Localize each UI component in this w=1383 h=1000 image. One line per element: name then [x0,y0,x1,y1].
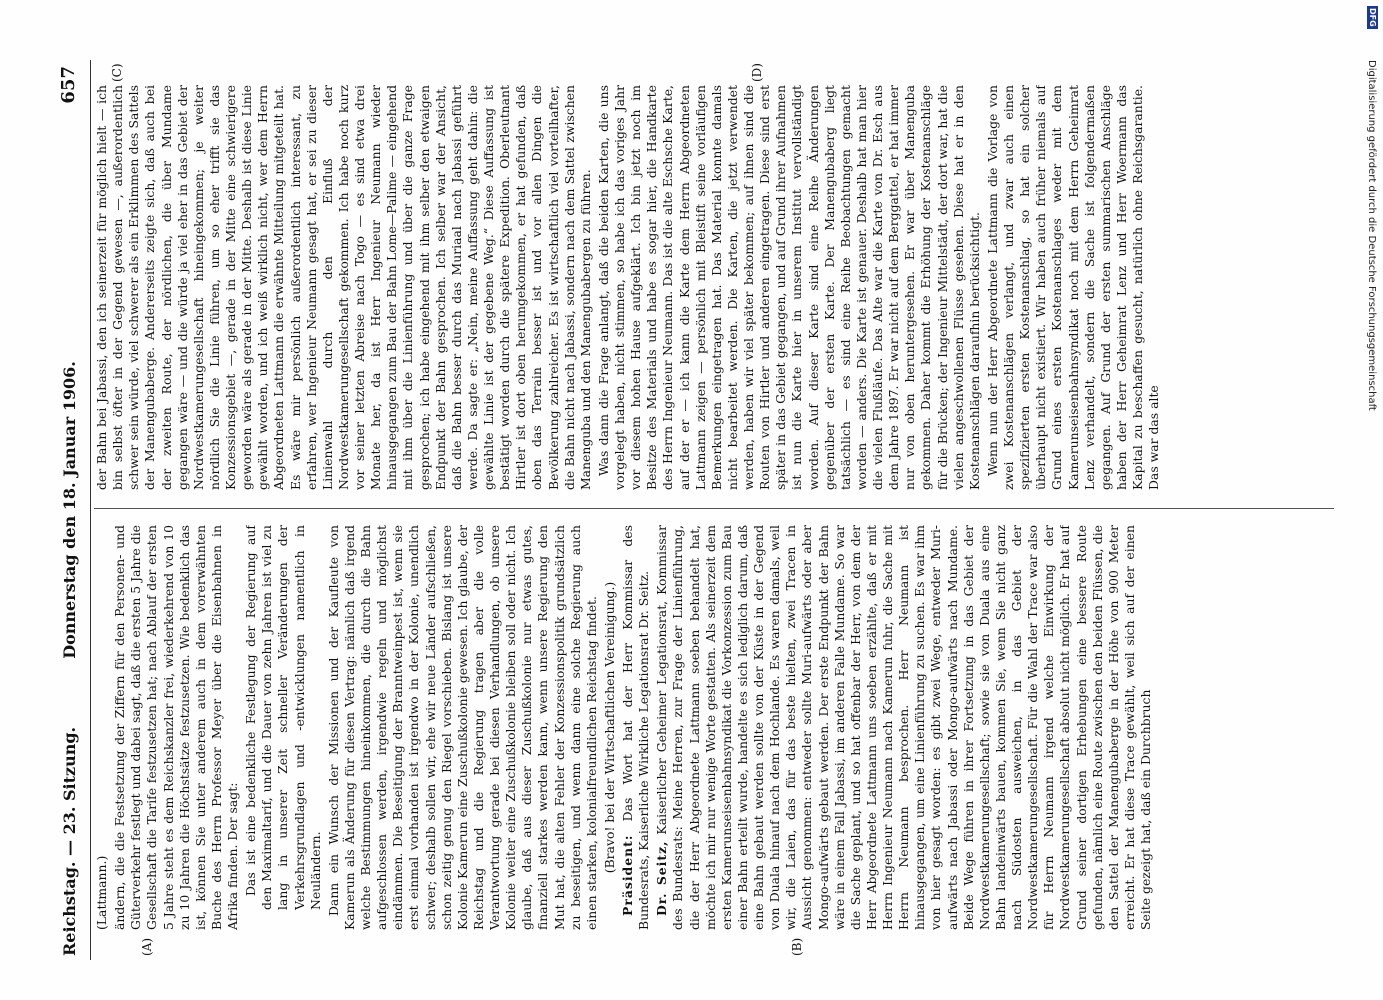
dfg-logo: DFG [1368,8,1377,27]
margin-marker-c: (C) [110,63,124,82]
page-header [50,60,91,960]
paragraph: der Bahn bei Jabassi, den ich seinerzeit für möglich hielt — ich bin selbst öfter in der Gegend gewesen —, außerordentlich schwer sein würde, viel schwerer als ein Erklimmen des Sattels der Manengubaberge. Andererseits zeigte sich, daß auch bei der zweiten Route, der nördlichen, die über Mundame gegangen wäre — und die würde ja viel eher in das Gebiet der Nordwestkamerungesellschaft hineingekommen; je weiter nördlich Sie die Linie führen, um so eher trifft sie das Konzessionsgebiet —, gerade in der Mitte eine schwierigere geworden wäre als gerade in der Mitte. Deshalb ist diese Linie gewählt worden, und ich weiß wirklich nicht, wer dem Herrn Abgeordneten Lattmann die erwähnte Mitteilung mitgeteilt hat. Es wäre mir persönlich außerordentlich interessant, zu erfahren, wer Ingenieur Neumann gesagt hat, er sei zu dieser Linienwahl durch den Einfluß der Nordwestkamerungesellschaft gekommen. Ich habe noch kurz vor seiner letzten Abreise nach Togo — es sind etwa drei Monate her, da ist Herr Ingenieur Neumann wieder hinausgegangen zum Bau der Bahn Lome—Palime — eingehend mit ihm über die Linienführung und über die ganze Frage gesprochen; ich habe eingehend mit ihm selber den etwaigen Endpunkt der Bahn gesprochen. Ich selber war der Ansicht, daß die Bahn besser durch das Muriaal nach Jabassi geführt werde. Da sagte er: „Nein, meine Auffassung geht dahin: die gewählte Linie ist der gegebene Weg.“ Diese Auffassung ist bestätigt worden durch die spätere Expedition. Oberleutnant Hirtler ist dort oben herumgekommen, er hat gefunden, daß oben das Terrain besser ist und vor allen Dingen die Bevölkerung zahlreicher. Es ist wirtschaftlich viel vorteilhafter, die Bahn nicht nach Jabassi, sondern nach dem Sattel zwischen Manenguba und den Manengubabergen zu führen. [94,85,593,490]
speaker-tag: (Lattmann.) [94,855,109,930]
president-label: Präsident: [620,834,635,916]
paragraph: Dann ein Wunsch der Missionen und der Kaufleute von Kamerun als Änderung für diesen Vertrag: nämlich daß irgend welche Bestimmungen hineinkommen, die durch die Bahn aufgeschlossen werden, irgendwie regeln und möglichst eindämmen. Die Beseitigung der Branntweinpest ist, wenn sie erst einmal vorhanden ist irgendwo in der Kolonie, unendlich schwer; deshalb sollen wir, ehe wir neue Länder aufschließen, schon zeitig genug den Riegel vorschieben. Bislang ist unsere Kolonie Kamerun eine Zuschußkolonie gewesen. Ich glaube, der Reichstag und die Regierung tragen aber die volle Verantwortung gerade bei diesen Verhandlungen, ob unsere Kolonie weiter eine Zuschußkolonie bleiben soll oder nicht. Ich glaube, daß aus dieser Zuschußkolonie nur etwas gutes, finanziell starkes werden kann, wenn unsere Regierung den Mut hat, die alten Fehler der Konzessionspolitik grundsätzlich zu beseitigen, und wenn dann eine solche Regierung auch einen starken, kolonialfreundlichen Reichstag findet. [325,525,599,930]
margin-marker-b: (B) [790,937,804,956]
header-left: Reichstag. — 23. Sitzung. [60,726,79,956]
president-paragraph [620,525,652,930]
president-text: Das Wort hat der Herr Kommissar des Bundesrats, Kaiserliche Wirkliche Legationsrat Dr. Seitz. [620,525,652,930]
quotation: Das ist eine bedenkliche Festlegung der Regierung auf den Maximaltarif, und die Dauer von zehn Jahren ist viel zu lang in unserer Zeit schneller Veränderungen der Verkehrsgrundlagen und -entwicklungen namentlich in Neuländern. [243,525,323,910]
applause-note: (Bravo! bei der Wirtschaftlichen Vereinigung.) [601,581,617,874]
margin-marker-a: (A) [140,937,154,956]
scanned-page [50,60,1350,960]
right-column [94,85,1344,490]
paragraph: Was dann die Frage anlangt, daß die beiden Karten, die uns vorgelegt haben, nicht stimmen, so habe ich das voriges Jahr vor diesem hohen Hause aufgeklärt. Ich bin jetzt noch im Besitze des Materials und habe es sogar hier, die Handkarte des Herrn Ingenieur Neumann. Das ist die alte Eschsche Karte, auf der er — ich kann die Karte dem Herrn Abgeordneten Lattmann zeigen — persönlich mit Bleistift seine vorläufigen Bemerkungen eingetragen hat. Das Material konnte damals nicht bearbeitet werden. Die Karten, die jetzt verwendet werden, haben wir viel später bekommen; auf ihnen sind die Routen von Hirtler und anderen eingetragen. Diese sind erst später in das Gebiet gegangen, und auf Grund ihrer Aufnahmen ist nun die Karte hier in unserem Institut vervollständigt worden. Auf dieser Karte sind eine Reihe Änderungen gegenüber der ersten Karte. Der Manengubaberg liegt tatsächlich — es sind eine Reihe Beobachtungen gemacht worden — anders. Die Karte ist genauer. Deshalb hat man hier die vielen Flußläufe. Das Alte war die Karte von Dr. Esch aus dem Jahre 1897. Er war nicht auf dem Berggattel, er hat immer nur von oben heruntergesehen. Er war über Manenguba gekommen. Daher kommt die Erhöhung der Kostenanschläge für die Brücken; der Ingenieur Mittelstädt, der dort war, hat die vielen angeschwollenen Flüsse gesehen. Diese hat er in den Kostenanschlägen daraufhin berücksichtigt. [595,85,982,490]
paragraph: Wenn nun der Herr Abgeordnete Lattmann die Vorlage von zwei Kostenanschlägen verlangt, und zwar auch einen spezifizierten ersten Kostenanschlag, so hat ein solcher überhaupt nicht existiert. Wir haben auch früher niemals auf Grund eines ersten Kostenanschlages weder mit dem Kamerunseisenbahnsyndikat noch mit dem Herrn Geheimrat Lenz verhandelt, sondern die Sache ist folgendermaßen gegangen. Auf Grund der ersten summarischen Anschläge haben der Herr Geheimrat Lenz und Herr Woermann das Kapital zu beschaffen gesucht, natürlich ohne Reichsgarantie. Das war das alte [984,85,1162,490]
left-column [94,525,1344,930]
digitization-note: Digitalisierung gefördert durch die Deutsche Forschungsgemeinschaft [1366,60,1377,411]
paragraph: ändern, die die Festsetzung der Ziffern für den Personen- und Güterverkehr festlegt und dabei sagt, daß die ersten 5 Jahre die Gesellschaft die Tarife festzusetzen hat; nach Ablauf der ersten 5 Jahre steht es dem Reichskanzler frei, wiederkehrend von 10 zu 10 Jahren die Höchstsätze festzusetzen. Wie bedenklich das ist, können Sie unter anderem auch in dem vorerwähnten Buche des Herrn Professor Meyer über die Eisenbahnen in Afrika finden. Der sagt: [112,525,240,930]
header-date: Donnerstag den 18. Januar 1906. [60,361,79,659]
column-divider [94,508,1334,509]
seitz-text: Kaiserlicher Geheimer Legationsrat, Kommissar des Bundesrats: Meine Herren, zur Frage der Linienführung, die der Herr Abgeordnete Lattmann soeben behandelt hat, möchte ich mir nur wenige Worte gestatten. Als seinerzeit dem ersten Kamerunseisenbahnsyndikat die Vorkonzession zum Bau einer Bahn erteilt wurde, handelte es sich lediglich darum, daß eine Bahn gebaut werden sollte von der Küste in der Gegend von Duala hinauf nach dem Hochlande. Es waren damals, weil wir, die Laien, das für das beste hielten, zwei Tracen in Aussicht genommen: entweder sollte Muri-aufwärts oder aber Mongo-aufwärts gebaut werden. Der erste Endpunkt der Bahn wäre in einem Fall Jabassi, im anderen Falle Mundame. So war die Sache geplant, und so hat offenbar der Herr, von dem der Herr Abgeordnete Lattmann uns soeben erzählte, daß er mit Herrn Ingenieur Neumann nach Kamerun fuhr, die Sache mit Herrn Neumann besprochen. Herr Neumann ist hinausgegangen, um eine Linienführung zu suchen. Es war ihm von hier gesagt worden: es gibt zwei Wege, entweder Muri-aufwärts nach Jabassi oder Mongo-aufwärts nach Mundame. Beide Wege führen in ihrer Fortsetzung in das Gebiet der Nordwestkamerungesellschaft; sowie sie von Duala aus eine Bahn landeinwärts bauen, kommen Sie, wenn Sie nicht ganz nach Südosten ausweichen, in das Gebiet der Nordwestkamerungesellschaft. Für die Wahl der Trace war also für Herrn Neumann irgend welche Einwirkung der Nordwestkamerungesellschaft absolut nicht möglich. Er hat auf Grund seiner dortigen Erhebungen eine bessere Route gefunden, nämlich eine Route zwischen den beiden Flüssen, die den Sattel der Manengubaberge in der Höhe von 900 Meter erreicht. Er hat diese Trace gewählt, weil sich auf der einen Seite gezeigt hat, daß ein Durchbruch [654,525,1153,930]
margin-marker-d: (D) [750,63,764,82]
speaker-seitz-label: Dr. Seitz, [654,840,670,916]
seitz-paragraph [654,525,1154,930]
page-number: 657 [58,66,79,104]
